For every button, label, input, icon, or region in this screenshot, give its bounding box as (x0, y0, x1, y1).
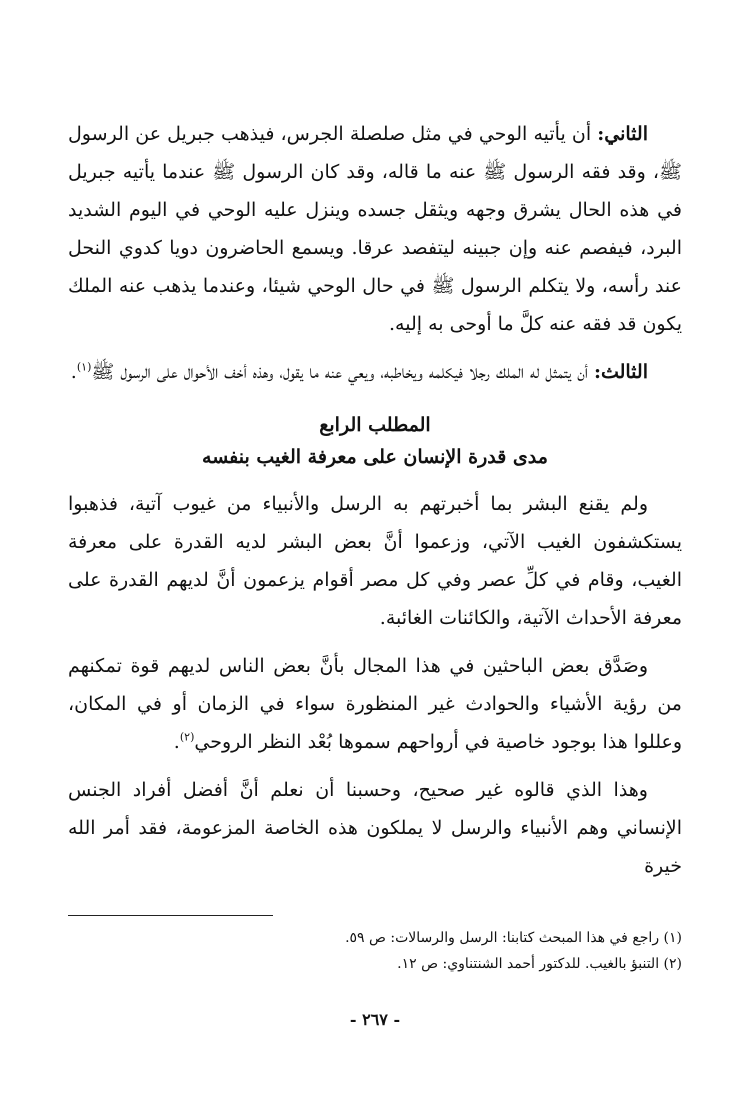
paragraph: وصَدَّق بعض الباحثين في هذا المجال بأنَّ بعض الناس لديهم قوة تمكنهم من رؤية الأشياء والحوادث غير المنظورة سواء في الزمان أو في المكان، وعللوا هذا بوجود خاصية في أرواحهم سموها بُعْد النظر الروحي$^{(٢)}$. (68, 655, 682, 753)
paragraph-text: أن يتمثل له الملك رجلا فيكلمه ويخاطبه، ويعي عنه ما يقول، وهذه أخف الأحوال على الرسول ﷺ (91, 361, 588, 383)
paragraph (68, 485, 682, 637)
paragraph-third-state: الثالث: أن يتمثل له الملك رجلا فيكلمه ويخاطبه، ويعي عنه ما يقول، وهذه أخف الأحوال على الرسول ﷺ$^{(١)}$. (70, 360, 648, 383)
footnote-ref: (٢) (179, 730, 195, 744)
paragraph-lead: الثالث: (593, 361, 648, 383)
footnote-ref: (١) (76, 360, 92, 374)
footnote-item: (١) راجع في هذا المبحث كتابنا: الرسل والرسالات: ص ٥٩. (345, 930, 682, 946)
paragraph-second-state (68, 115, 682, 343)
paragraph-lead: الثاني: (597, 123, 648, 145)
page-number: - ٢٦٧ - (349, 1010, 401, 1029)
paragraph-text: ولم يقنع البشر بما أخبرتهم به الرسل والأنبياء من غيوب آتية، فذهبوا يستكشفون الغيب الآتي، وزعموا أنَّ بعض البشر لديه القدرة على معرفة الغيب، وقام في كلِّ عصر وفي كل مصر أقوام يزعمون أنَّ لديهم القدرة على معرفة الأحداث الآتية، والكائنات الغائبة. (68, 493, 682, 629)
paragraph (68, 771, 682, 885)
section-heading (68, 409, 682, 473)
section-subtitle: مدى قدرة الإنسان على معرفة الغيب بنفسه (202, 446, 548, 468)
footnotes (68, 925, 682, 977)
footnote-divider (68, 915, 273, 916)
footnote-item: (٢) التنبؤ بالغيب. للدكتور أحمد الشنتناوي: ص ١٢. (397, 956, 682, 972)
paragraph-text: وصَدَّق بعض الباحثين في هذا المجال بأنَّ بعض الناس لديهم قوة تمكنهم من رؤية الأشياء والحوادث غير المنظورة سواء في الزمان أو في المكان، وعللوا هذا بوجود خاصية في أرواحهم سموها بُعْد النظر الروحي (68, 655, 682, 753)
paragraph-text: أن يأتيه الوحي في مثل صلصلة الجرس، فيذهب جبريل عن الرسول ﷺ، وقد فقه الرسول ﷺ عنه ما قاله، وقد كان الرسول ﷺ عندما يأتيه جبريل في هذه الحال يشرق وجهه ويثقل جسده وينزل عليه الوحي في اليوم الشديد البرد، فيفصم عنه وإن جبينه ليتفصد عرقا. ويسمع الحاضرون دويا كدوي النحل عند رأسه، ولا يتكلم الرسول ﷺ في حال الوحي شيئا، وعندما يذهب عنه الملك يكون قد فقه عنه كلَّ ما أوحى به إليه. (68, 123, 682, 335)
paragraph-text: وهذا الذي قالوه غير صحيح، وحسبنا أن نعلم أنَّ أفضل أفراد الجنس الإنساني وهم الأنبياء والرسل لا يملكون هذه الخاصة المزعومة، فقد أمر الله خيرة (68, 779, 682, 877)
section-title: المطلب الرابع (319, 414, 431, 436)
